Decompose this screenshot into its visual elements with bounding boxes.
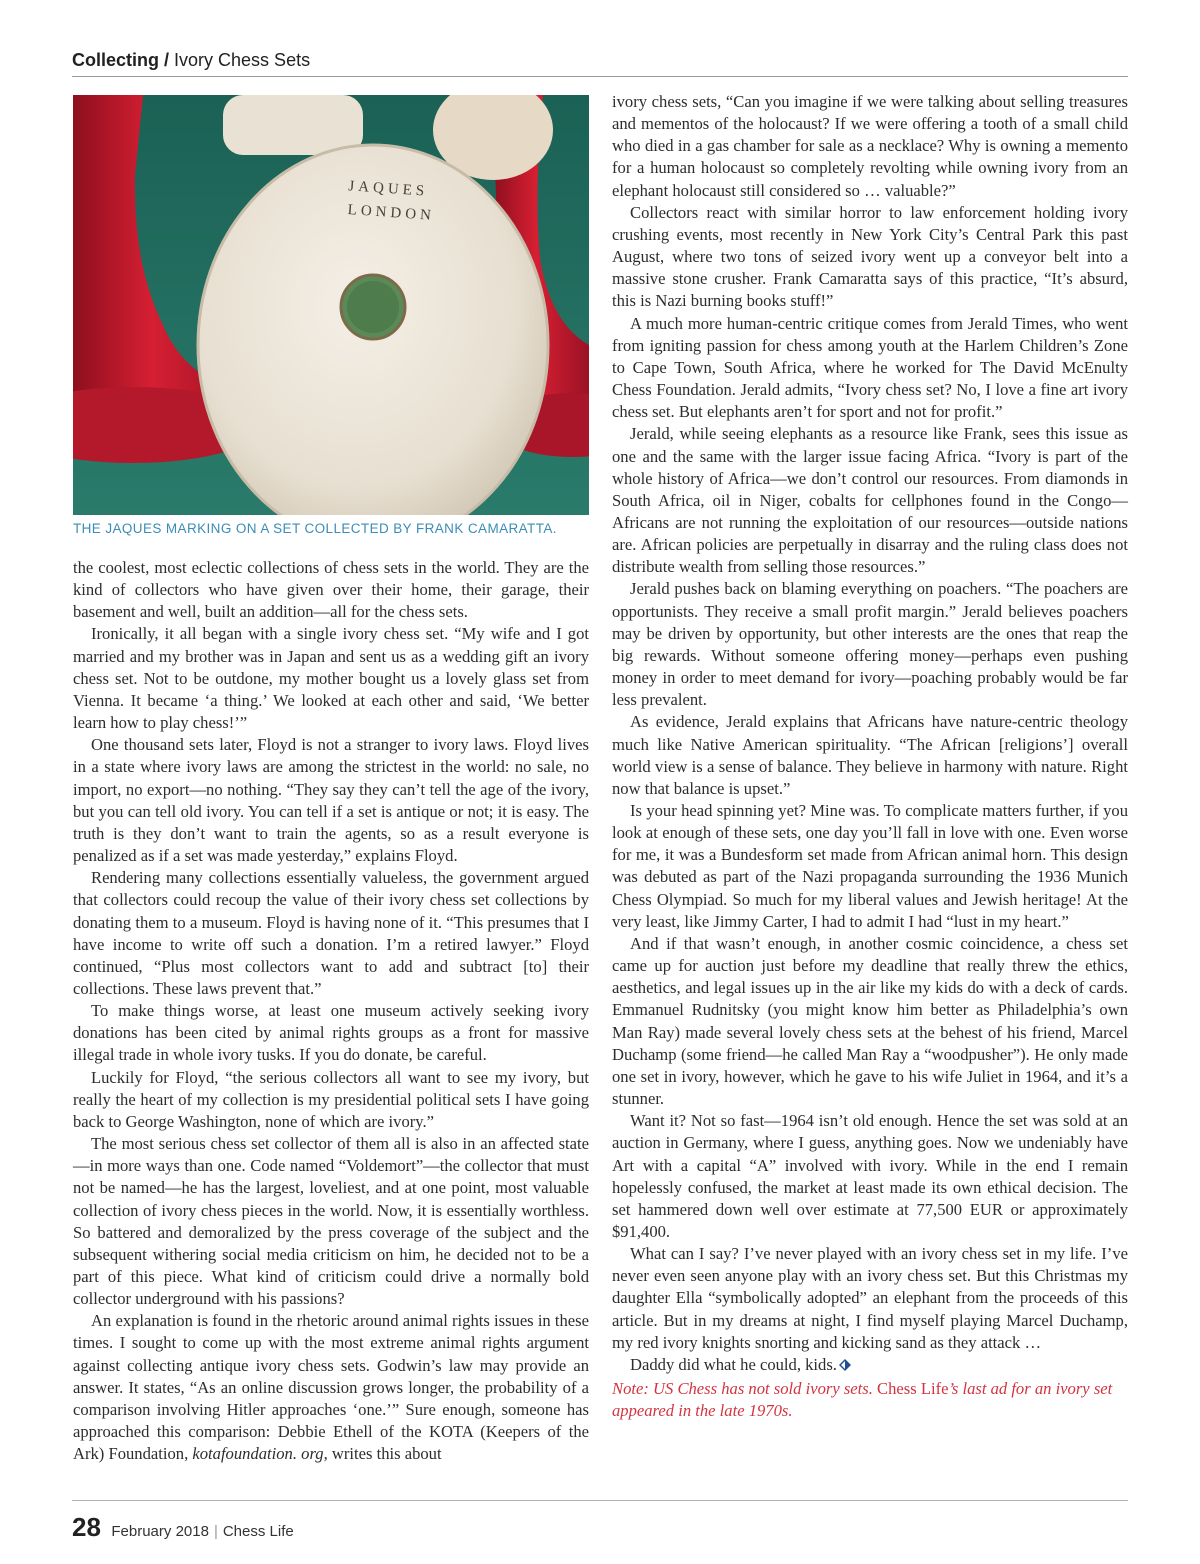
right-column xyxy=(612,91,1128,1422)
paragraph: Jerald pushes back on blaming everything on poachers. “The poachers are opportunists. They receive a small profit margin.” Jerald believes poachers may be driven by opportunity, but other interests are the ones that reap the big rewards. Without someone offering money—perhaps even pushing money in order to meet demand for ivory—poaching probably would be far less prevalent. xyxy=(612,579,1128,710)
issue-date: February 2018 xyxy=(111,1523,209,1540)
footer-rule xyxy=(72,1500,1128,1501)
paragraph-text: An explanation is found in the rhetoric around animal rights issues in these times. I sought to come up with the most extreme animal rights argument against collecting antique ivory chess sets. Godwin’s law may provide an answer. It states, “As an online discussion grows longer, the probability of a comparison involving Hitler approaches ‘one.’” Sure enough, someone has approached this comparison: Debbie Ethell of the KOTA (Keepers of the Ark) Foundation, xyxy=(73,1311,589,1464)
paragraph: One thousand sets later, Floyd is not a stranger to ivory laws. Floyd lives in a state where ivory laws are among the strictest in the world: no sale, no import, no export—no nothing. “They say they can’t tell the age of the ivory, but you can tell old ivory. You can tell if a set is antique or not; it is easy. The truth is they don’t want to train the agents, so as a result everyone is penalized as if a set was made yesterday,” explains Floyd. xyxy=(73,735,589,866)
running-header xyxy=(72,50,1128,76)
paragraph: Ironically, it all began with a single ivory chess set. “My wife and I got married and my brother was in Japan and sent us as a wedding gift an ivory chess set. Not to be outdone, my mother bought us a lovely glass set from Vienna. It became ‘a thing.’ We looked at each other and said, ‘We better learn how to play chess!’” xyxy=(73,624,589,733)
note-text: ’s last ad for an ivory set appeared in the late 1970s. xyxy=(612,1379,1113,1421)
header-rule xyxy=(72,76,1128,77)
header-section: Collecting xyxy=(72,50,160,70)
page-number: 28 xyxy=(72,1512,101,1542)
kota-website-link: kotafoundation. org xyxy=(192,1444,324,1464)
paragraph: As evidence, Jerald explains that Africans have nature-centric theology much like Native American spirituality. “The African [religions’] overall world view is a sense of balance. They believe in harmony with nature. Right now that balance is upset.” xyxy=(612,712,1128,798)
publication-name: Chess Life xyxy=(222,1523,294,1540)
paragraph: A much more human-centric critique comes from Jerald Times, who went from igniting passion for chess among youth at the Harlem Children’s Zone to Cape Town, South Africa, where he worked for The David McEnulty Chess Foundation. Jerald admits, “Ivory chess set? No, I love a fine art ivory chess set. But elephants aren’t for sport and not for profit.” xyxy=(612,313,1128,422)
paragraph: Collectors react with similar horror to law enforcement holding ivory crushing events, most recently in New York City’s Central Park this past August, where two tons of seized ivory went up a conveyor belt into a massive stone crusher. Frank Camaratta says of this practice, “It’s absurd, this is Nazi burning books stuff!” xyxy=(612,202,1128,311)
closing-paragraph xyxy=(612,1354,1128,1376)
paragraph: The most serious chess set collector of them all is also in an affected state—in more ways than one. Code named “Voldemort”—the collector that must not be named—he has the largest, loveliest, and at one point, most valuable collection of ivory chess pieces in the world. Now, it is essentially worthless. So battered and demoralized by the press coverage of the subject and the subsequent withering social media criticism on him, he decided not to be a part of this piece. What kind of criticism could drive a normally bold collector underground with his passions? xyxy=(73,1134,589,1309)
page-footer xyxy=(72,1512,294,1552)
paragraph: Rendering many collections essentially valueless, the government argued that collectors could recoup the value of their ivory chess set collections by donating them to a museum. Floyd is having none of it. “This presumes that I have income to write off such a donation. I’m a retired lawyer.” Floyd continued, “Plus most collectors want to add and subtract [to] their collections. These laws prevent that.” xyxy=(73,868,589,998)
paragraph: Is your head spinning yet? Mine was. To complicate matters further, if you look at enough of these sets, one day you’ll fall in love with one. Even worse for me, it was a Bundesform set made from African animal horn. This design was debuted as part of the Nazi propaganda surrounding the 1936 Munich Chess Olympiad. So much for my liberal values and Jewish heritage! At the very least, like Jimmy Carter, I had to admit I had “lust in my heart.” xyxy=(612,801,1128,931)
left-column xyxy=(73,557,589,1465)
diamond-end-mark-icon xyxy=(839,1359,851,1371)
editor-note xyxy=(612,1378,1128,1422)
header-separator: / xyxy=(159,50,175,70)
footer-separator: | xyxy=(213,1523,218,1540)
ivory-piece-back xyxy=(223,95,363,155)
photo-caption: THE JAQUES MARKING ON A SET COLLECTED BY FRANK CAMARATTA. xyxy=(73,521,557,536)
paragraph: ivory chess sets, “Can you imagine if we were talking about selling treasures and mementos of the holocaust? If we were offering a tooth of a small child who died in a gas chamber for sale as a necklace? Why is owning a memento for a human holocaust so completely revolting while owning ivory from an elephant holocaust still considered so … valuable?” xyxy=(612,92,1128,200)
paragraph-text: , writes this about xyxy=(323,1444,442,1464)
paragraph xyxy=(73,1310,589,1465)
paragraph: Jerald, while seeing elephants as a resource like Frank, sees this issue as one and the same with the larger issue facing Africa. “Ivory is part of the whole history of Africa—we don’t control our resources. From diamonds in South Africa, oil in Niger, cobalts for cellphones found in the Congo—Africans are not running the exploitation of our resources—outside nations are. African policies are perpetually in disarray and the ruling class does not distribute wealth from selling those resources.” xyxy=(612,424,1128,577)
chess-piece-illustration xyxy=(73,95,589,515)
paragraph: And if that wasn’t enough, in another cosmic coincidence, a chess set came up for auction just before my deadline that really threw the ethics, aesthetics, and legal issues up in the air like my kids do with a deck of cards. Emmanuel Rudnitsky (you might know him better as Philadelphia’s own Man Ray) made several lovely chess sets at the behest of his friend, Marcel Duchamp (some friend—he called Man Ray a “woodpusher”). He only made one set in ivory, however, which he gave to his wife Juliet in 1964, and it’s a stunner. xyxy=(612,933,1128,1109)
header-title: Ivory Chess Sets xyxy=(174,50,311,70)
closing-line: Daddy did what he could, kids. xyxy=(630,1354,837,1374)
paragraph: Luckily for Floyd, “the serious collectors all want to see my ivory, but really the heart of my collection is my presidential political sets I have going back to George Washington, none of which are ivory.” xyxy=(73,1067,589,1131)
paragraph: Want it? Not so fast—1964 isn’t old enough. Hence the set was sold at an auction in Germany, where I guess, anything goes. Now we undeniably have Art with a capital “A” involved with ivory. While in the end I remain hopelessly confused, the market at least made its own ethical decision. The set hammered down well over estimate at 77,500 EUR or approximately $91,400. xyxy=(612,1111,1128,1241)
stamp-line-1: JAQUES xyxy=(347,178,429,200)
chess-piece-photo xyxy=(73,95,589,515)
paragraph: the coolest, most eclectic collections of chess sets in the world. They are the kind of collectors who have given over their home, their garage, their basement and well, built an addition—all for the chess sets. xyxy=(73,558,589,622)
stamp-line-2: LONDON xyxy=(347,201,436,225)
paragraph: To make things worse, at least one museum actively seeking ivory donations has been cited by animal rights groups as a front for massive illegal trade in whole ivory tusks. If you do donate, be careful. xyxy=(73,1001,589,1065)
paragraph: What can I say? I’ve never played with an ivory chess set in my life. I’ve never even seen anyone play with an ivory chess set. But this Christmas my daughter Ella “symbolically adopted” an elephant from the proceeds of this article. But in my dreams at night, I find myself playing Marcel Duchamp, my red ivory knights snorting and kicking sand as they attack … xyxy=(612,1244,1128,1352)
note-magazine-name: Chess Life xyxy=(877,1379,949,1399)
note-text: Note: US Chess has not sold ivory sets. xyxy=(612,1379,878,1399)
